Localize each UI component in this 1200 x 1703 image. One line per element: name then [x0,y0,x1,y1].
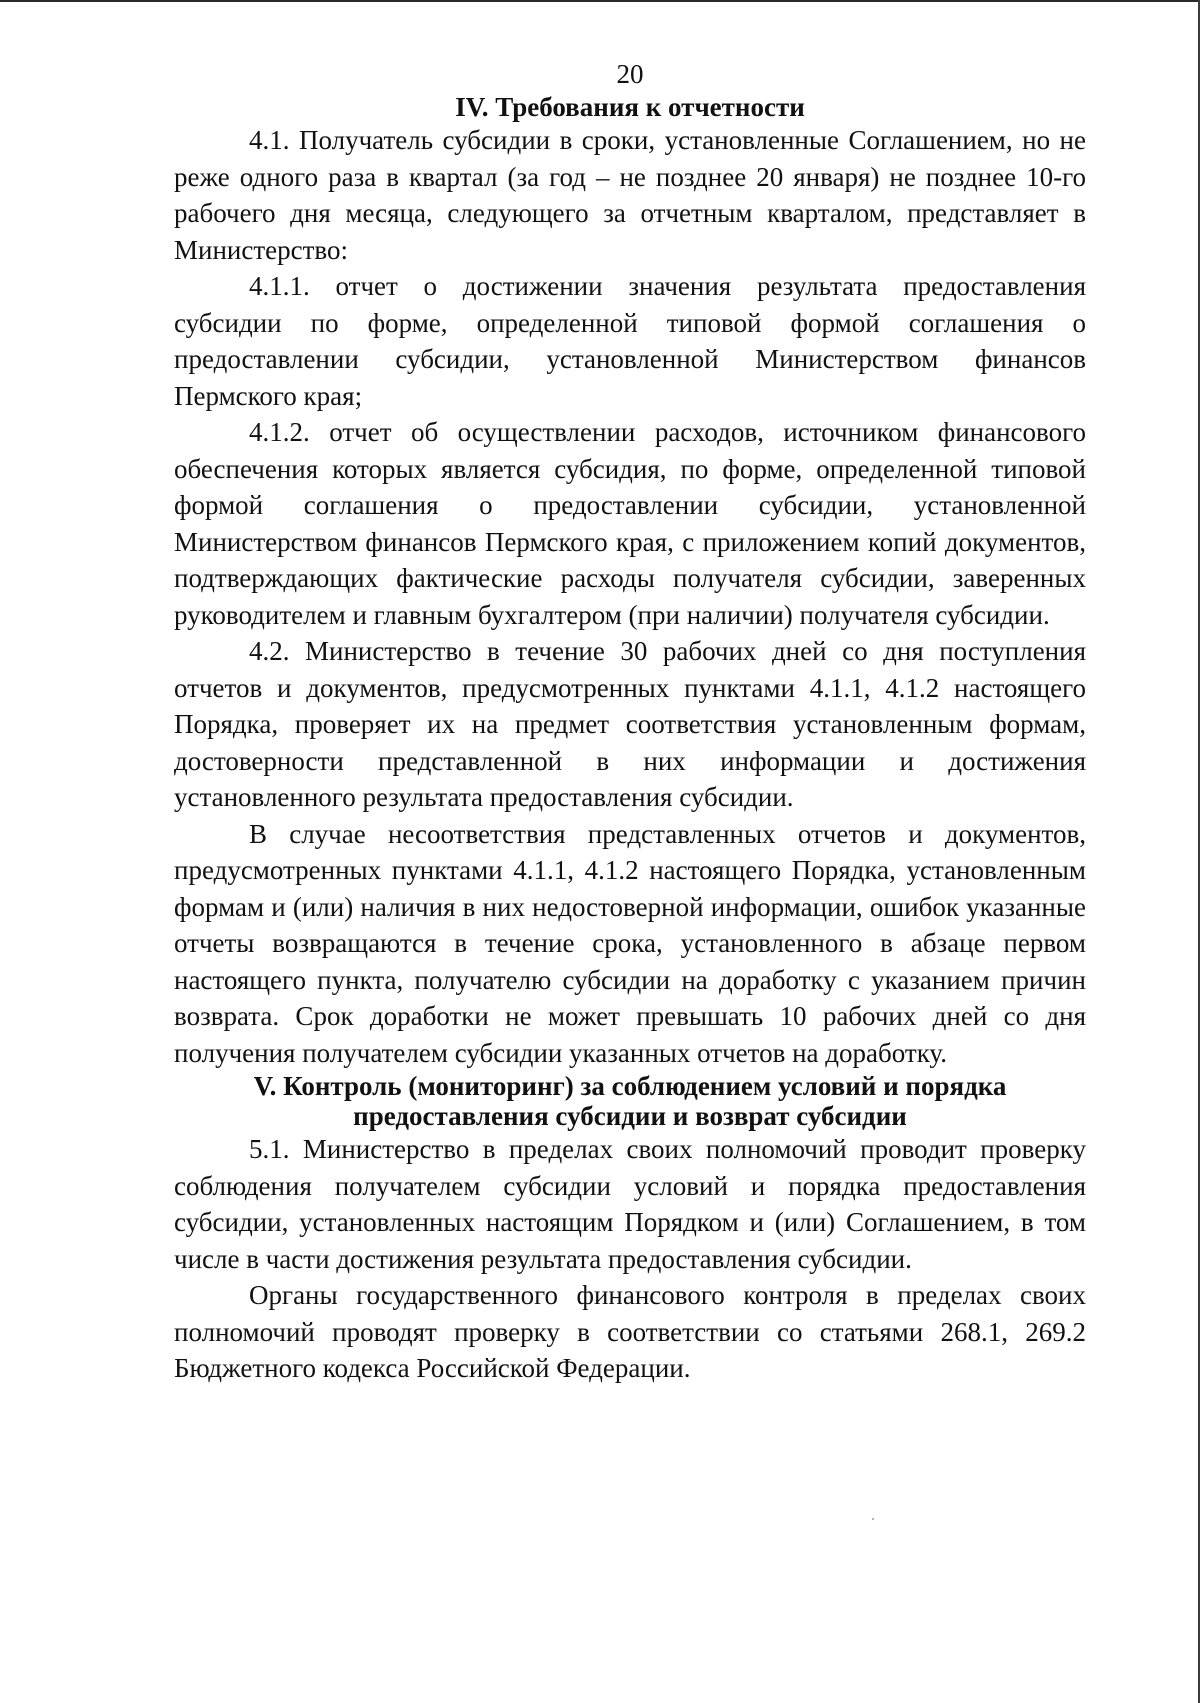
page-number: 20 [616,59,644,89]
paragraph-5-1: 5.1. Министерство в пределах своих полномочий проводит проверку соблюдения получателем субсидии условий и порядка предоставления субсидии, установленных настоящим Порядком и (или) Соглашением, в том числе в части достижения результата предоставления субсидии. [174,1134,1086,1274]
section-5-heading-line2: предоставления субсидии и возврат субсидии [353,1101,907,1131]
paragraph-4-1-1: 4.1.1. отчет о достижении значения результата предоставления субсидии по форме, определенной типовой формой соглашения о предоставлении субсидии, установленной Министерством финансов Пермского края; [174,271,1086,411]
paragraph-5-1-control: Органы государственного финансового контроля в пределах своих полномочий проводят проверку в соответствии со статьями 268.1, 269.2 Бюджетного кодекса Российской Федерации. [174,1280,1086,1383]
paragraph-4-2-return: В случае несоответствия представленных отчетов и документов, предусмотренных пунктами 4.1.1, 4.1.2 настоящего Порядка, установленным формам и (или) наличия в них недостоверной информации, ошибок указанные отчеты возвращаются в течение срока, установленного в абзаце первом настоящего пункта, получателю субсидии на доработку с указанием причин возврата. Срок доработки не может превышать 10 рабочих дней со дня получения получателем субсидии указанных отчетов на доработку. [174,818,1086,1068]
section-5-heading-line1: V. Контроль (мониторинг) за соблюдением условий и порядка [253,1071,1007,1101]
section-5-heading [174,1071,1086,1131]
scan-speck [872,1518,874,1520]
paragraph-4-1: 4.1. Получатель субсидии в сроки, установленные Соглашением, но не реже одного раза в квартал (за год – не позднее 20 января) не позднее 10-го рабочего дня месяца, следующего за отчетным кварталом, представляет в Министерство: [174,125,1086,265]
paragraph-4-2: 4.2. Министерство в течение 30 рабочих дней со дня поступления отчетов и документов, предусмотренных пунктами 4.1.1, 4.1.2 настоящего Порядка, проверяет их на предмет соответствия установленным формам, достоверности представленной в них информации и достижения установленного результата предоставления субсидии. [174,636,1086,812]
document-body [174,56,1086,1387]
paragraph-4-1-2: 4.1.2. отчет об осуществлении расходов, источником финансового обеспечения которых является субсидия, по форме, определенной типовой формой соглашения о предоставлении субсидии, установленной Министерством финансов Пермского края, с приложением копий документов, подтверждающих фактические расходы получателя субсидии, заверенных руководителем и главным бухгалтером (при наличии) получателя субсидии. [174,417,1086,630]
section-4-heading: IV. Требования к отчетности [455,92,805,122]
scan-edge-top [0,0,1200,2]
